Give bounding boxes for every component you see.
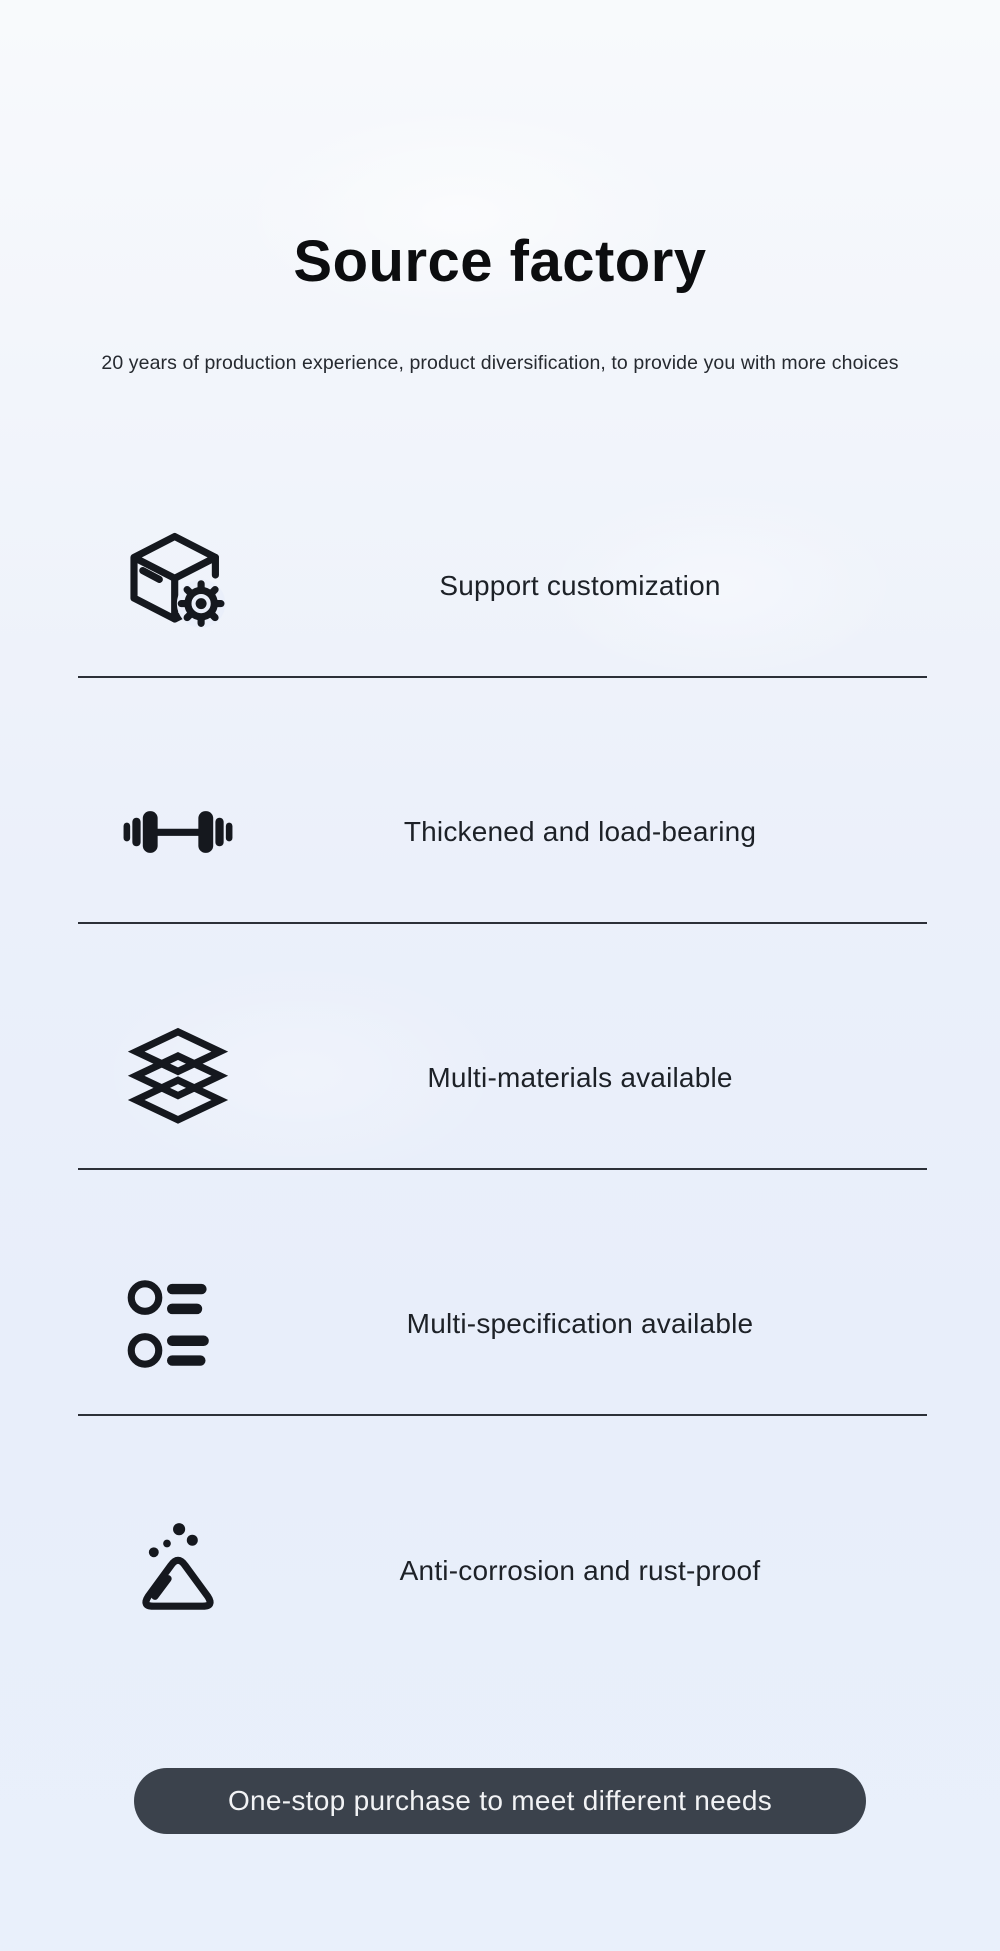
layers-icon [123, 1023, 233, 1133]
one-stop-purchase-label: One-stop purchase to meet different needs [227, 1785, 773, 1816]
feature-label: Multi-materials available [427, 1062, 733, 1093]
feature-label: Thickened and load-bearing [403, 816, 757, 847]
box-gear-icon [123, 531, 233, 641]
dumbbell-icon [123, 777, 233, 887]
feature-label: Support customization [439, 570, 721, 601]
page-title: Source factory [293, 229, 707, 294]
list-icon [123, 1269, 233, 1379]
feature-label: Multi-specification available [406, 1308, 754, 1339]
feature-row-specification [78, 1170, 927, 1416]
one-stop-purchase-button[interactable] [134, 1768, 866, 1834]
feature-label: Anti-corrosion and rust-proof [399, 1555, 761, 1586]
feature-row-materials [78, 924, 927, 1170]
page-subtitle: 20 years of production experience, product diversification, to provide you with more choices [101, 352, 899, 374]
anti-corrosion-icon [123, 1516, 233, 1626]
feature-list [78, 432, 927, 1662]
feature-row-anti-corrosion [78, 1416, 927, 1662]
feature-row-customization [78, 432, 927, 678]
feature-row-load-bearing [78, 678, 927, 924]
